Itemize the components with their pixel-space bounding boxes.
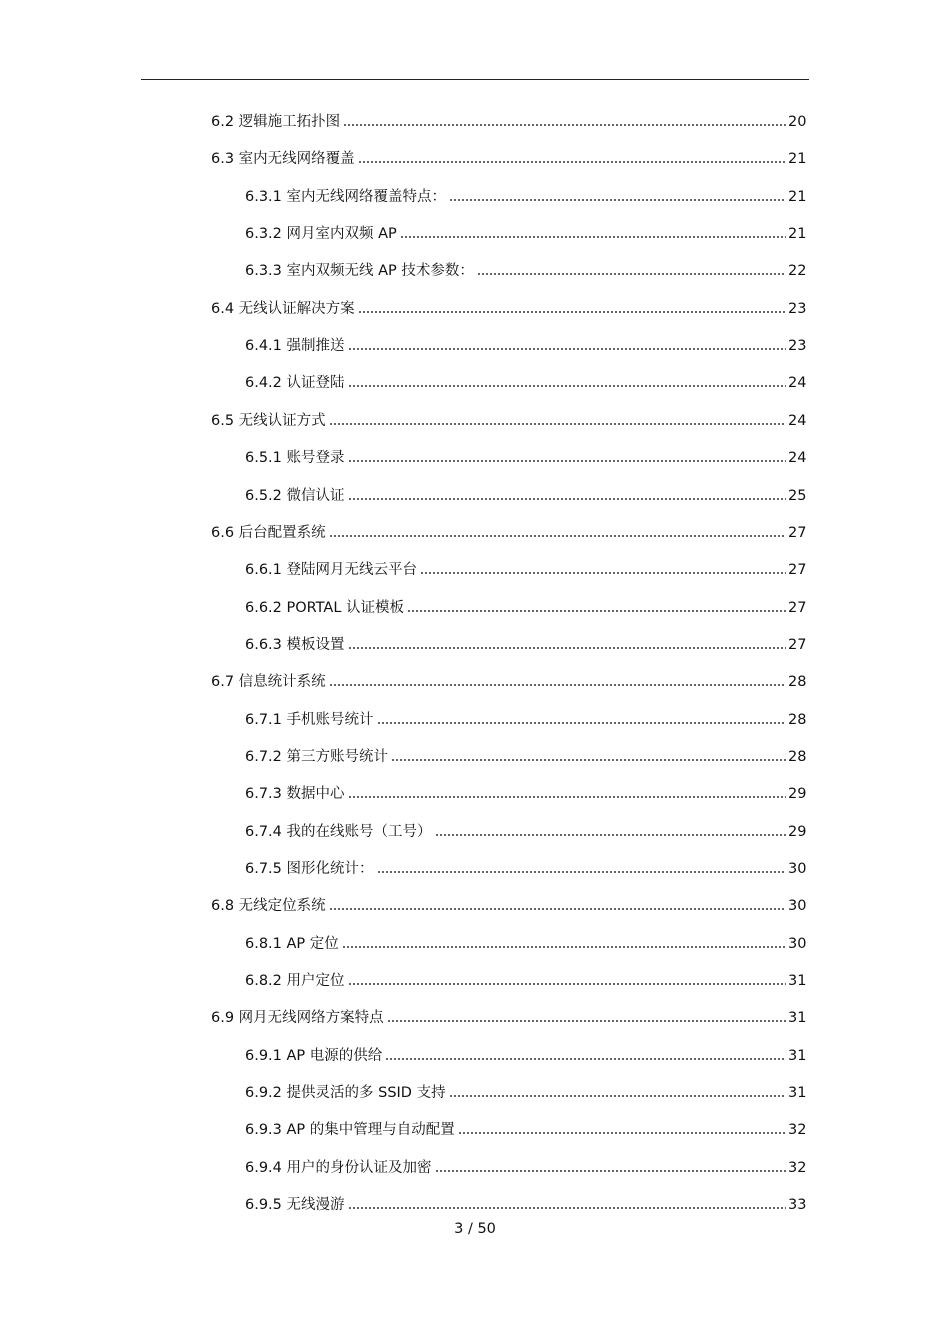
toc-dot-leader [391,758,786,762]
toc-dot-leader [343,123,786,127]
toc-entry-page: 21 [788,226,807,243]
toc-entry-page: 30 [788,898,807,915]
toc-dot-leader [358,160,786,164]
toc-entry-label: 6.8.1 AP 定位 [245,935,339,952]
toc-entry-label: 6.3.3 室内双频无线 AP 技术参数： [245,263,474,280]
toc-dot-leader [329,907,786,911]
toc-entry[interactable] [245,557,806,579]
toc-entry-page: 23 [788,338,807,355]
toc-entry[interactable] [245,483,806,505]
toc-entry-page: 20 [788,114,807,130]
toc-dot-leader [449,1094,786,1098]
toc-entry-label: 6.9.3 AP 的集中管理与自动配置 [245,1122,455,1139]
toc-entry-label: 6.7.1 手机账号统计 [245,711,374,728]
toc-entry-page: 29 [788,786,807,803]
toc-dot-leader [435,833,786,837]
toc-entry[interactable] [211,408,806,430]
toc-entry-label: 6.3 室内无线网络覆盖 [211,151,355,168]
toc-dot-leader [458,1131,786,1135]
toc-entry[interactable] [245,1080,806,1102]
toc-entry-label: 6.9.1 AP 电源的供给 [245,1047,383,1064]
toc-entry-label: 6.4.1 强制推送 [245,338,345,355]
toc-dot-leader [377,870,786,874]
toc-entry-label: 6.6.2 PORTAL 认证模板 [245,599,405,616]
toc-entry-label: 6.6 后台配置系统 [211,524,326,541]
toc-dot-leader [348,1206,786,1210]
toc-entry[interactable] [211,109,806,131]
toc-entry[interactable] [211,893,806,915]
toc-entry-label: 6.2 逻辑施工拓扑图 [211,114,341,130]
toc-entry-page: 21 [788,188,807,205]
toc-entry-label: 6.7.3 数据中心 [245,786,345,803]
toc-entry[interactable] [245,707,806,729]
toc-dot-leader [377,721,786,725]
toc-dot-leader [329,534,786,538]
toc-dot-leader [329,683,786,687]
toc-entry-label: 6.7 信息统计系统 [211,674,326,691]
toc-entry-label: 6.9.5 无线漫游 [245,1197,345,1214]
toc-entry-label: 6.6.3 模板设置 [245,636,345,653]
toc-dot-leader [348,795,786,799]
toc-entry[interactable] [211,146,806,168]
toc-entry-label: 6.5 无线认证方式 [211,412,326,429]
toc-entry-page: 24 [788,375,807,392]
toc-entry-label: 6.9 网月无线网络方案特点 [211,1010,384,1027]
toc-entry[interactable] [245,595,806,617]
toc-entry[interactable] [245,445,806,467]
toc-entry-page: 22 [788,263,807,280]
toc-dot-leader [385,1057,786,1061]
toc-entry[interactable] [245,258,806,280]
toc-dot-leader [329,422,786,426]
toc-dot-leader [477,272,786,276]
toc-entry-label: 6.3.2 网月室内双频 AP [245,226,397,243]
toc-dot-leader [400,235,786,239]
toc-entry[interactable] [245,1043,806,1065]
toc-entry-page: 31 [788,1085,807,1102]
toc-entry-label: 6.4 无线认证解决方案 [211,300,355,317]
toc-entry[interactable] [245,819,806,841]
toc-entry-label: 6.6.1 登陆网月无线云平台 [245,562,418,579]
toc-entry-page: 24 [788,450,807,467]
toc-entry-page: 32 [788,1122,807,1139]
toc-entry-page: 27 [788,562,807,579]
toc-entry-page: 30 [788,935,807,952]
page-number: 3 / 50 [454,1221,496,1237]
toc-dot-leader [435,1169,786,1173]
toc-dot-leader [348,497,786,501]
toc-dot-leader [348,347,786,351]
toc-entry[interactable] [245,370,806,392]
toc-entry[interactable] [245,221,806,243]
toc-entry-page: 28 [788,748,807,765]
toc-entry-page: 28 [788,674,807,691]
toc-dot-leader [342,945,786,949]
toc-dot-leader [407,609,786,613]
toc-entry-page: 31 [788,973,807,990]
toc-entry-page: 33 [788,1197,807,1214]
toc-entry-label: 6.7.2 第三方账号统计 [245,748,389,765]
toc-entry[interactable] [245,333,806,355]
toc-entry-page: 28 [788,711,807,728]
toc-dot-leader [387,1019,786,1023]
toc-entry[interactable] [245,968,806,990]
toc-entry[interactable] [245,184,806,206]
toc-entry-label: 6.7.4 我的在线账号（工号） [245,823,432,840]
toc-entry-page: 32 [788,1159,807,1176]
toc-dot-leader [420,571,786,575]
toc-entry-page: 27 [788,524,807,541]
toc-dot-leader [348,384,786,388]
toc-entry-page: 24 [788,412,807,429]
toc-entry[interactable] [211,1005,806,1027]
toc-dot-leader [358,310,786,314]
toc-entry-label: 6.8.2 用户定位 [245,973,345,990]
toc-entry[interactable] [211,296,806,318]
toc-entry-label: 6.3.1 室内无线网络覆盖特点： [245,188,447,205]
toc-entry-label: 6.4.2 认证登陆 [245,375,345,392]
toc-dot-leader [348,459,786,463]
toc-entry-page: 21 [788,151,807,168]
toc-entry[interactable] [245,632,806,654]
toc-entry[interactable] [245,781,806,803]
toc-entry-label: 6.5.1 账号登录 [245,450,345,467]
toc-entry[interactable] [245,856,806,878]
toc-entry-page: 31 [788,1010,807,1027]
toc-entry-label: 6.9.2 提供灵活的多 SSID 支持 [245,1085,446,1102]
toc-entry-page: 27 [788,599,807,616]
toc-dot-leader [449,198,786,202]
toc-entry-page: 30 [788,861,807,877]
toc-entry[interactable] [245,931,806,953]
toc-entry-label: 6.8 无线定位系统 [211,898,326,915]
toc-dot-leader [348,982,786,986]
toc-entry[interactable] [245,1117,806,1139]
toc-entry-page: 29 [788,823,807,840]
toc-entry[interactable] [211,520,806,542]
toc-entry[interactable] [245,1155,806,1177]
toc-entry[interactable] [245,1192,806,1214]
toc-entry[interactable] [245,744,806,766]
toc-entry-label: 6.7.5 图形化统计： [245,861,374,877]
toc-entry-page: 27 [788,636,807,653]
toc-entry-page: 25 [788,487,807,504]
toc-entry-label: 6.9.4 用户的身份认证及加密 [245,1159,432,1176]
toc-dot-leader [348,646,786,650]
toc-entry-page: 23 [788,300,807,317]
toc-entry-page: 31 [788,1047,807,1064]
toc-entry-label: 6.5.2 微信认证 [245,487,345,504]
toc-entry[interactable] [211,669,806,691]
